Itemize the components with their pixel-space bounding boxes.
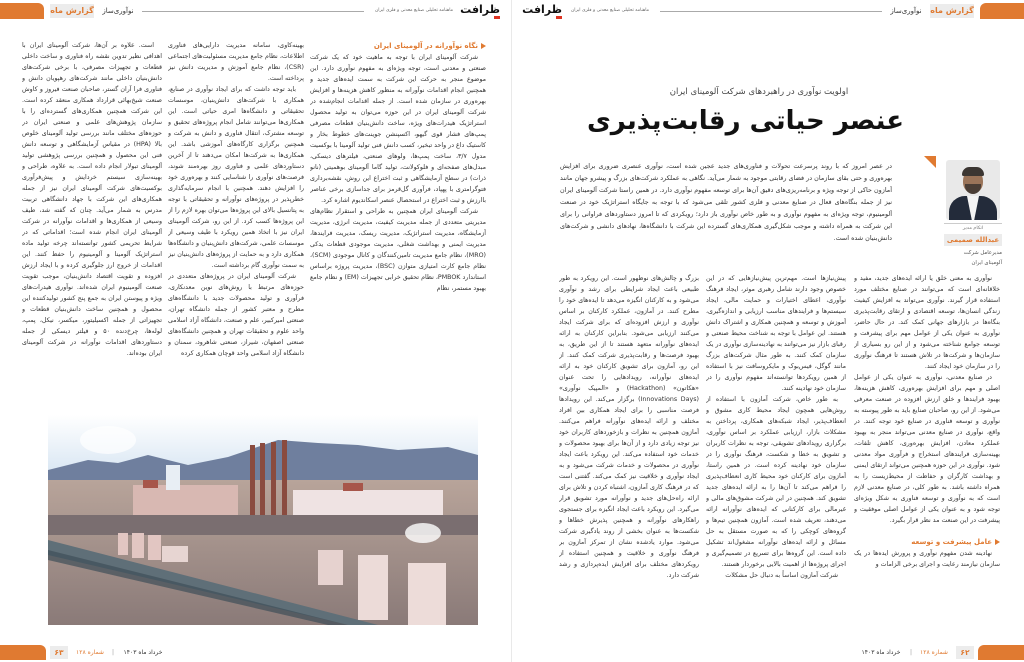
industrial-plant-photo — [48, 415, 478, 625]
chimney — [250, 445, 255, 520]
magazine-logo — [462, 3, 500, 17]
paragraph: نوآوری به معنی خلق یا ارائه ایده‌های جدید، مفید و خلاقانه‌ای است که می‌توانند در صنایع مختلف مورد استفاده قرار گیرند. نوآوری می‌تواند به افزایش کیفیت زندگی انسان‌ها، توسعه اقتصادی و ارتقای رقابت‌پذیری بنگاه‌ها در بازارهای جهانی کمک کند. در حال حاضر، نوآوری به عنوان یکی از عوامل مهم برای پیشرفت و توسعه جوامع شناخته می‌شود و از این رو بسیاری از سازمان‌ها و شرکت‌ها در تلاش هستند تا فرهنگ نوآوری را در سازمان خود ایجاد کنند. — [854, 275, 1000, 370]
paragraph: باید توجه داشت که برای ایجاد نوآوری در صنایع، همکاری با شرکت‌های دانش‌بنیان، موسسات تحقیقاتی و دانشگاه‌ها امری حیاتی است. این همکاری‌ها می‌توانند شامل انجام پروژه‌های تحقیق و توسعه مشترک، انتقال فناوری و دانش به شرکت و همچنین برگزاری کارگاه‌های آموزشی باشد. این همکاری‌ها به شرکت‌ها امکان می‌دهند تا از آخرین دستاوردهای علمی و فناوری روز بهره‌مند شوند، فرصت‌های نوآوری را شناسایی کنند و بهره‌وری خود را افزایش دهند. همچنین با انجام سرمایه‌گذاری خطرپذیر در پروژه‌های نوآورانه و تحقیقاتی با توجه به پتانسیل بالای این پروژه‌ها می‌توان بهره لازم را از این پروژه‌ها کسب کرد. از این رو، شرکت آلومینای ایران نیز با اتخاذ همین رویکرد با طیف وسیعی از موسسات علمی، شرکت‌های دانش‌بنیان و دانشگاه‌ها همکاری دارد و به حمایت از پروژه‌های دانش‌بنیان نیز به سمت نوآوری گام برداشته است. — [168, 86, 304, 269]
triangle-bullet-icon — [995, 539, 1000, 545]
photo-beard — [965, 184, 981, 194]
issue-number: شماره ۱۲۸ — [76, 649, 104, 656]
issue-date: خرداد ماه ۱۴۰۳ — [861, 649, 901, 656]
tank — [132, 533, 144, 558]
article-lead: در عصر امروز که با روند پرسرعت تحولات و فناوری‌های جدید عجین شده است، نوآوری عنصری ضروری برای افزایش بهره‌وری و حتی بقای سازمان در فضای رقابتی موجود به شمار می‌آید. نگاهی به عملکرد شرکت‌های بزرگ و پیشرو جهان مانند آمازون حاکی از توجه ویژه و برنامه‌ریزی‌های دقیق آن‌ها برای توسعه مفهوم نوآوری دارد. در همین راستا شرکت آلومینای ایران نیز از جمله بنگاه‌های فعال در صنایع معدنی و فلزی کشور تلقی می‌شود که با توجه به جایگاه استراتژیک خود در صنعت آلومینیوم، توجه ویژه‌ای به مفهوم نوآوری و به طور خاص نوآوری باز دارد؛ رویکردی که تا امروز دستاوردهای فراوانی را برای این شرکت به همراه داشته و موجب شکل‌گیری همکاری‌های گسترده این شرکت با دانشگاه‌ها، نهادهای دانشی و شرکت‌های دانش‌بنیان شده است. — [560, 162, 892, 242]
paragraph: شرکت آلومینای ایران همچنین به طراحی و استقرار نظام‌های مدیریتی متعددی از جمله مدیریت کیفیت، مدیریت انرژی، مدیریت آزمایشگاه، مدیریت استراتژیک، مدیریت ریسک، مدیریت فرایندها، مدیریت ایمنی و بهداشت شغلی، مدیریت موجودی قطعات یدکی (MRO)، نظام جامع مدیریت تامین‌کنندگان و کانال موجودی (SCM)، نظام جامع کارت امتیازی متوازن (BSC)، مدیریت پروژه براساس استاندارد PMBOK، نظام تحقیق خرابی تجهیزات (EM) و نظام جامع بهبود مستمر، نظام — [310, 208, 486, 292]
article-column-left — [559, 273, 699, 633]
author-company: آلومینای ایران — [971, 260, 1002, 266]
subheading-text: عامل پیشرفت و توسعه — [911, 538, 992, 546]
tank — [162, 546, 188, 562]
paragraph: نهادینه شدن مفهوم نوآوری و پرورش ایده‌ها در یک سازمان نیازمند رعایت و اجرای برخی الزامات و — [854, 550, 1000, 568]
paragraph: به طور خاص، شرکت آمازون با استفاده از روش‌هایی همچون ایجاد محیط کاری مشوق و انعطاف‌پذیر، ایجاد شبکه‌های همکاری، پرداختن به مشکلات بازار، ارزیابی عملکرد بر اساس نوآوری، برگزاری رویدادهای تشویقی، توجه به نظرات کاربران و تشویق به خطا و شکست، فرهنگ نوآوری را در سازمان خود نهادینه کرده است. در همین راستا، آمازون برای کارکنان خود محیط کاری انعطاف‌پذیری را فراهم می‌کند تا آن‌ها را به ارائه ایده‌های جدید تشویق کند. همچنین در این شرکت مشوق‌های مالی و غیرمالی برای کارکنانی که ایده‌های نوآورانه ارائه می‌دهند، تعریف شده است. آمازون همچنین تیم‌ها و گروه‌های کوچکی را که به صورت مستقل به حل مسائل و ارائه ایده‌های نوآورانه مشغول‌اند تشکیل داده است. این گروه‌ها برای تسریع در تصمیم‌گیری و اجرای پروژه‌ها از اهمیت بالایی برخوردار هستند. — [706, 396, 846, 568]
logo-red-mark — [494, 16, 500, 19]
paragraph: شرکت آمازون اساساً به دنبال حل مشکلات — [725, 572, 838, 579]
page-header — [512, 0, 1024, 22]
paragraph: بهینه‌کاوی، سامانه مدیریت دارایی‌های فناوری اطلاعات، نظام جامع مدیریت مسئولیت‌های اجتماعی (CSR)، نظام جامع آموزش و مدیریت دانش نیز پرداخته است. — [168, 42, 304, 82]
header-orange-tab — [0, 3, 44, 19]
subsection-label: نوآوری‌ساز — [102, 7, 134, 15]
cloud — [80, 426, 136, 454]
section-label: گزارش ماه — [930, 4, 974, 18]
photo-hair — [962, 167, 984, 176]
footer-orange-tab — [0, 645, 46, 660]
page-footer — [0, 640, 512, 662]
article-column-right — [854, 273, 1000, 633]
triangle-bullet-icon — [481, 43, 486, 49]
tank — [318, 550, 343, 585]
subheading — [854, 536, 1000, 548]
footer-separator: | — [111, 649, 115, 656]
issue-date: خرداد ماه ۱۴۰۳ — [123, 649, 163, 656]
logo-text: ظرافت — [522, 3, 562, 16]
steam — [405, 523, 441, 543]
logo-text: ظرافت — [460, 3, 500, 16]
subheading-text: نگاه نوآورانه در آلومینای ایران — [373, 42, 478, 50]
subsection-label: نوآوری‌ساز — [890, 7, 922, 15]
article-title: عنصر حیاتی رقابت‌پذیری — [586, 106, 904, 136]
chimney — [260, 443, 265, 520]
article-column-middle — [168, 40, 304, 408]
author-name: عبدالله صمیمی — [944, 234, 1002, 246]
page-header — [0, 0, 512, 22]
silo — [166, 465, 180, 490]
orange-corner-mark — [924, 156, 936, 168]
page-footer — [512, 640, 1024, 662]
author-photo — [946, 160, 1000, 220]
issue-number: شماره ۱۲۸ — [920, 649, 948, 656]
tank — [358, 555, 388, 620]
paragraph: است. علاوه بر آن‌ها، شرکت آلومینای ایران با اهدافی نظیر تدوین نقشه راه فناوری و ساخت داخلی قطعات و تجهیزات مصرفی، با برخی شرکت‌های دانش‌بنیان داخلی مانند شرکت‌های رهپویان دانش و فناوری فرا آران گستر، صاحبان صنعت فیروز و کاوش صنعت شیخ‌بهائی قرارداد همکاری منعقد کرده است. این شرکت همچنین همکاری‌های گسترده‌ای را با سازمان پژوهش‌های علمی و صنعتی ایران در حوزه‌های مختلف مانند بررسی تولید آلومینای خلوص بالا (HPA) در مقیاس آزمایشگاهی و توسعه دانش فنی این محصول و همچنین بررسی پژوهشی تولید آلومینای تبولار انجام داده است. به علاوه، طراحی و بهینه‌سازی سیستم خردایش و پیش‌فرآوری بوکسیت‌های شرکت آلومینای ایران نیز از جمله همکاری‌های این شرکت با جهاد دانشگاهی تربیت مدرس به شمار می‌آید. چنان که گفته شد، طیف وسیعی از همکاری‌ها و اقدامات نوآورانه در شرکت آلومینای ایران انجام شده است؛ اقداماتی که در شرایط تحریمی کشور توانسته‌اند چرخه تولید ماده استراتژیک آلومینا و آلومینیوم را حفظ کنند. این اقدامات از خروج ارز جلوگیری کرده و با ایجاد ارزش افزوده و تقویت اقتصاد دانش‌بنیان، موجب تقویت صنعت آلومینیوم ایران شده‌اند. نوآوری هیدرات‌های ویژه و پیوستن ایران به جمع پنج کشور تولیدکننده این محصول و همچنین ساخت دانش‌بنیان قطعات و تجهیزاتی از جمله اکسیلیتور، میکسر، نیکل، پمپ، لوله‌ها، چرخ‌دنده ۵۰ و فیلتر دیسکی از جمله دستاوردهای اقدامات نوآورانه در شرکت آلومینای ایران بوده‌اند. — [22, 42, 162, 357]
right-page — [512, 0, 1024, 662]
article-column-right — [310, 40, 486, 408]
logo-red-mark — [556, 16, 562, 19]
author-role: مدیرعامل شرکت — [963, 250, 1002, 256]
subheading — [310, 40, 486, 52]
building — [133, 485, 238, 515]
chimney — [271, 442, 276, 520]
tank — [408, 563, 446, 625]
paragraph: در صنایع معدنی، نوآوری به عنوان یکی از عوامل اصلی و مهم برای افزایش بهره‌وری، کاهش هزینه‌ها، بهبود فرایندها و خلق ارزش افزوده در صنعت معرفی می‌شود. از این رو، صاحبان صنایع باید به طور پیوسته به نوآوری و توسعه فناوری در صنایع خود توجه کنند. در واقع، نوآوری در صنایع معدنی می‌تواند منجر به بهبود عملکرد معادن، افزایش بهره‌وری، کاهش تلفات، بهینه‌سازی فرایندهای استخراج و فرآوری مواد معدنی شود. نوآوری در این حوزه همچنین می‌تواند ارتقای ایمنی و بهداشت کارگران و حفاظت از محیط‌زیست را به همراه داشته باشد. به طور کلی، در صنایع معدنی لازم است که به نوآوری و توسعه فناوری به شکل ویژه‌ای توجه شود و به عنوان یکی از عوامل اصلی موفقیت و پیشرفت در این صنعت مد نظر قرار بگیرد. — [854, 374, 1000, 524]
author-caption: اتکام مدیر — [944, 223, 1002, 232]
paragraph: شرکت آلومینای ایران در پروژه‌های متعددی در حوزه‌های مرتبط با روش‌های نوین معدنکاری، فرآوری و تولید محصولات جدید با دانشگاه‌های مطرح و معتبر کشور از جمله دانشگاه تهران، صنعتی امیرکبیر، علم و صنعت، دانشگاه آزاد اسلامی واحد علوم و تحقیقات تهران و همچنین دانشگاه‌های صنعتی اصفهان، شیراز، صنعتی شاهرود، سمنان و دانشگاه آزاد اسلامی واحد قوچان همکاری کرده — [168, 273, 304, 357]
page-number: ۶۲ — [956, 646, 974, 659]
section-label: گزارش ماه — [50, 4, 94, 18]
tank — [148, 535, 161, 560]
paragraph: پیش‌نیازها است. مهم‌ترین پیش‌نیازهایی که در این خصوص وجود دارند شامل رهبری موثر، ایجاد فرهنگ نوآوری، اعطای اختیارات و حمایت مالی، ایجاد سیستم‌ها و فرایندهای مناسب ارزیابی و اندازه‌گیری، آموزش و توسعه و همچنین همکاری و اشتراک دانش هستند. این عوامل با توجه به شناخت محیط صنعتی و رقبای بازار نیز می‌توانند به نهادینه‌سازی نوآوری در یک سازمان کمک کنند. به طور مثال شرکت‌های بزرگ مانند گوگل، فیس‌بوک و مایکروسافت نیز با استفاده از همین رویکردها توانسته‌اند مفهوم نوآوری را در سازمان خود نهادینه کنند. — [706, 275, 846, 392]
chimney — [282, 440, 287, 520]
magazine-tagline: ماهنامه تحلیلی صنایع معدنی و فلزی ایران — [570, 8, 650, 13]
building-top — [343, 483, 363, 491]
footer-orange-tab — [978, 645, 1024, 660]
article-kicker: اولویت نوآوری در راهبردهای شرکت آلومینای ایران — [669, 87, 849, 97]
author-box — [944, 160, 1002, 268]
article-column-middle — [706, 273, 846, 633]
tank — [118, 533, 128, 555]
plant-illustration — [48, 415, 478, 625]
magazine-logo — [524, 3, 562, 17]
footer-separator: | — [909, 649, 913, 656]
header-orange-tab — [980, 3, 1024, 19]
paragraph: بزرگ و چالش‌های نوظهور است. این رویکرد به طور طبیعی باعث ایجاد شرایطی برای رشد و نوآوری می‌شود و به کارکنان انگیزه می‌دهد تا ایده‌های خود را مطرح کنند. در آمازون، عملکرد کارکنان بر اساس نوآوری و ارزش افزوده‌ای که برای شرکت ایجاد می‌کنند ارزیابی می‌شود. بنابراین کارکنان به ارائه ایده‌های نوآورانه متعهد هستند تا از این طریق، به بهبود فرصت‌ها و رقابت‌پذیری شرکت کمک کنند. از این رو، آمازون برای تشویق کارکنان خود به ارائه ایده‌های نوآورانه، رویدادهایی را تحت عنوان «هکاتون» (Hackathon) و «المپیک نوآوری» (Innovations Days) برگزار می‌کند. این رویدادها فرصت مناسبی را برای ایجاد همکاری بین افراد مختلف و ارائه ایده‌های نوآورانه فراهم می‌کنند. آمازون همچنین به نظرات و بازخوردهای کاربران خود نیز توجه زیادی دارد و از آن‌ها برای بهبود محصولات و خدمات خود استفاده می‌کند. این رویکرد باعث ایجاد نوآوری در محصولات و خدمات شرکت می‌شود و به ایجاد نوآوری و خلاقیت نیز کمک می‌کند. گفتنی است که در فرهنگ کاری آمازون، اشتباه کردن و تلاش برای ارائه راه‌حل‌های جدید و نوآورانه مورد تشویق قرار می‌گیرد. این رویکرد باعث ایجاد انگیزه برای جستجوی راهکارهای نوآورانه و همچنین پذیرش خطاها و شکست‌ها به عنوان بخشی از روند یادگیری شرکت می‌شود. موارد یادشده نشان از تمرکز آمازون بر فرهنگ نوآوری و خلاقیت و همچنین استفاده از رویکردهای مختلف برای افزایش ایده‌پردازی و رشد شرکت دارد. — [559, 275, 699, 579]
article-column-left — [22, 40, 162, 408]
header-rule — [142, 11, 364, 12]
page-number: ۶۳ — [50, 646, 68, 659]
magazine-tagline: ماهنامه تحلیلی صنایع معدنی و فلزی ایران — [374, 8, 454, 13]
header-rule — [660, 11, 882, 12]
building-top — [143, 480, 158, 488]
paragraph: شرکت آلومینای ایران با توجه به ماهیت خود که یک شرکت صنعتی و معدنی است، توجه ویژه‌ای به مفهوم نوآوری دارد. این موضوع منجر به حرکت این شرکت به سمت ایده‌های جدید و همچنین انجام اقدامات نوآورانه به منظور کاهش هزینه‌ها و افزایش بهره‌وری در سازمان شده است. از جمله اقدامات انجام‌شده در شرکت آلومینای ایران در این حوزه می‌توان به تولید محصول استراتژیک هیدرات‌های ویژه، ساخت دانش‌بنیان قطعات مصرفی پمپ‌های فشار قوی گیهو، اکسپنشن جوینت‌های خطوط بخار و کاستیک داغ در واحد تبخیر، کسب دانش فنی تولید آلومینا با بوکسیت مدول ۳/۷، ساخت پمپ‌ها، ولوهای صنعتی، فیلترهای دیسکی، مبدل‌های صفحه‌ای و فلوکولانت، تولید گاما آلومینای بوهمیتی (نانو ذرات) در سطح آزمایشگاهی و ثبت اختراع این روش، نقشه‌برداری فتوگرامتری با پهپاد، فرآوری گل‌قرمز برای جداسازی برخی عناصر باارزش و ثبت اختراع در استحصال عنصر اسکاندیوم اشاره کرد. — [310, 54, 486, 204]
